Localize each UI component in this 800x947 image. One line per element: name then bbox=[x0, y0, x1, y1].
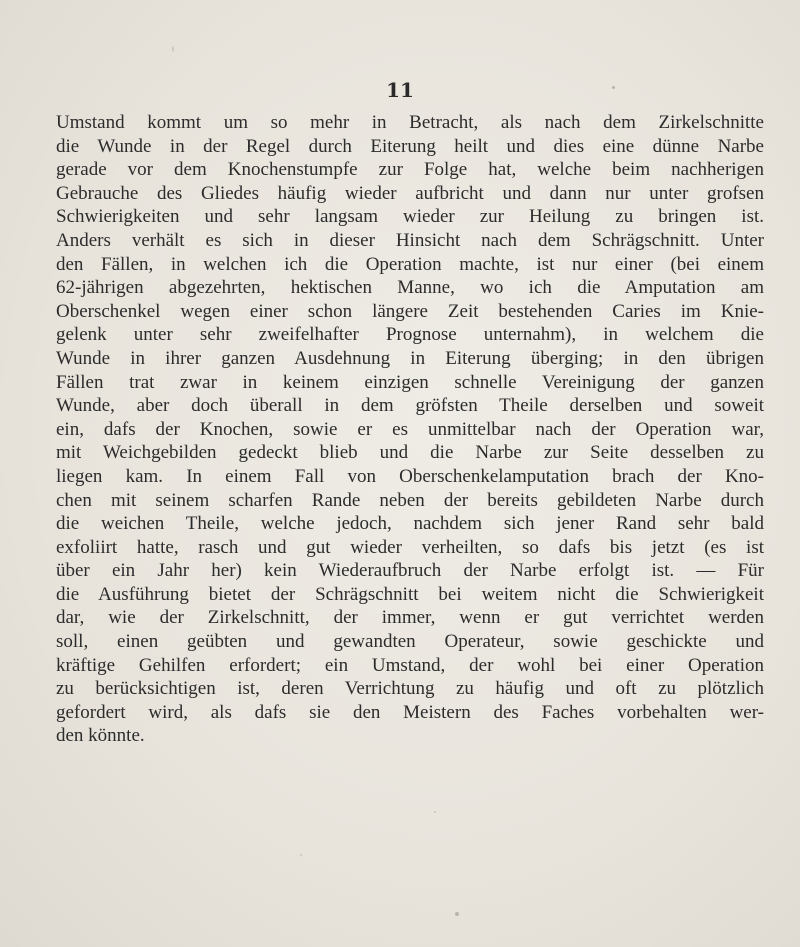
text-line: gelenk unter sehr zweifelhafter Prognose unternahm), in welchem die bbox=[56, 324, 764, 346]
text-line: Gebrauche des Gliedes häufig wieder aufbricht und dann nur unter grofsen bbox=[56, 182, 764, 204]
text-line: 62-jährigen abgezehrten, hektischen Manne, wo ich die Amputation am bbox=[56, 277, 764, 299]
text-line: die weichen Theile, welche jedoch, nachdem sich jener Rand sehr bald bbox=[56, 513, 764, 535]
text-line: zu berücksichtigen ist, deren Verrichtung zu häufig und oft zu plötzlich bbox=[56, 678, 764, 700]
text-line: Schwierigkeiten und sehr langsam wieder zur Heilung zu bringen ist. bbox=[56, 206, 764, 228]
paper-speck bbox=[300, 854, 302, 856]
text-line: kräftige Gehilfen erfordert; ein Umstand, der wohl bei einer Operation bbox=[56, 654, 764, 676]
text-line: gefordert wird, als dafs sie den Meistern des Faches vorbehalten wer- bbox=[56, 701, 764, 723]
text-line: die Ausführung bietet der Schrägschnitt bei weitem nicht die Schwierigkeit bbox=[56, 583, 764, 605]
text-line: gerade vor dem Knochenstumpfe zur Folge hat, welche beim nachherigen bbox=[56, 159, 764, 181]
body-text bbox=[56, 111, 764, 748]
text-line: Umstand kommt um so mehr in Betracht, als nach dem Zirkelschnitte bbox=[56, 112, 764, 133]
text-line: den könnte. bbox=[56, 725, 145, 747]
text-line: ein, dafs der Knochen, sowie er es unmittelbar nach der Operation war, bbox=[56, 418, 764, 440]
text-line: mit Weichgebilden gedeckt blieb und die Narbe zur Seite desselben zu bbox=[56, 442, 764, 464]
text-line: soll, einen geübten und gewandten Operateur, sowie geschickte und bbox=[56, 631, 764, 653]
text-line: exfoliirt hatte, rasch und gut wieder verheilten, so dafs bis jetzt (es ist bbox=[56, 536, 764, 558]
paper-speck bbox=[434, 811, 436, 813]
text-line: Wunde, aber doch überall in dem gröfsten Theile derselben und soweit bbox=[56, 395, 764, 417]
paper-speck bbox=[612, 86, 615, 89]
text-line: chen mit seinem scharfen Rande neben der bereits gebildeten Narbe durch bbox=[56, 489, 764, 511]
text-line: den Fällen, in welchen ich die Operation machte, ist nur einer (bei einem bbox=[56, 253, 764, 275]
text-line: über ein Jahr her) kein Wiederaufbruch der Narbe erfolgt ist. — Für bbox=[56, 560, 764, 582]
text-line: Oberschenkel wegen einer schon längere Zeit bestehenden Caries im Knie- bbox=[56, 300, 764, 322]
page-number: 11 bbox=[386, 78, 414, 102]
text-line: Fällen trat zwar in keinem einzigen schnelle Vereinigung der ganzen bbox=[56, 371, 764, 393]
text-line: liegen kam. In einem Fall von Oberschenkelamputation brach der Kno- bbox=[56, 465, 764, 487]
text-line: dar, wie der Zirkelschnitt, der immer, wenn er gut verrichtet werden bbox=[56, 607, 764, 629]
text-line: die Wunde in der Regel durch Eiterung heilt und dies eine dünne Narbe bbox=[56, 135, 764, 157]
paper-speck bbox=[455, 912, 459, 916]
text-line: Wunde in ihrer ganzen Ausdehnung in Eiterung überging; in den übrigen bbox=[56, 347, 764, 369]
text-line: Anders verhält es sich in dieser Hinsicht nach dem Schrägschnitt. Unter bbox=[56, 229, 764, 251]
paper-speck bbox=[172, 46, 174, 52]
